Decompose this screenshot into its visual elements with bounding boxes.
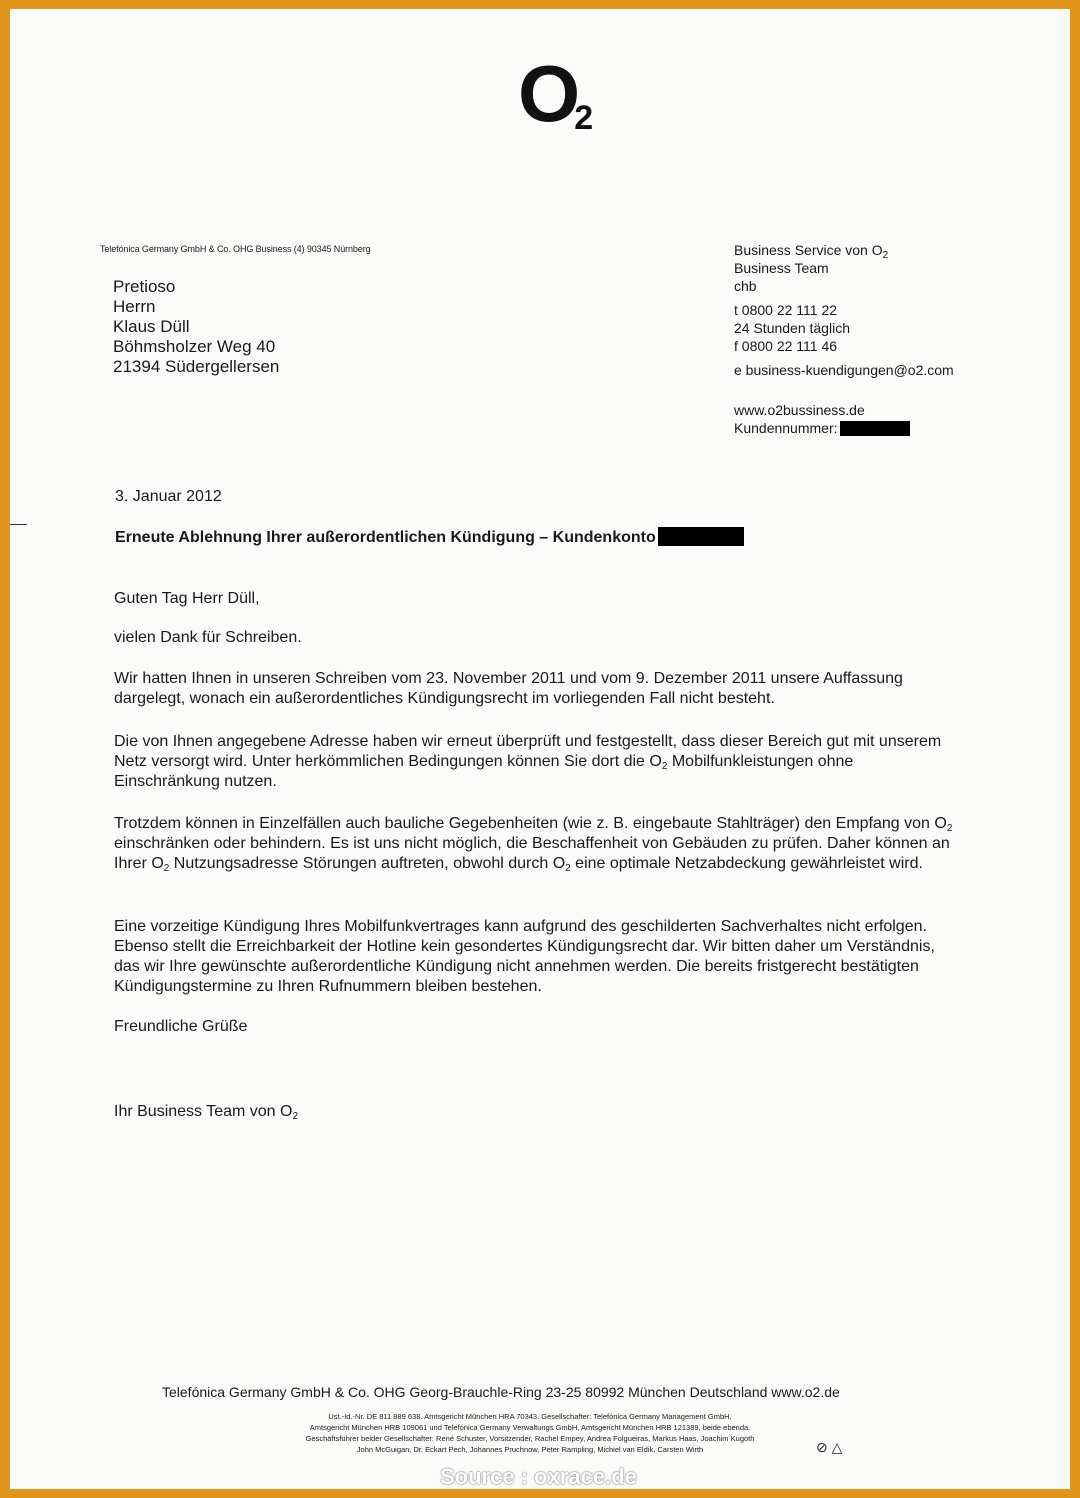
recipient-line: Pretioso — [113, 277, 176, 296]
paragraph-4: Eine vorzeitige Kündigung Ihres Mobilfunkvertrages kann aufgrund des geschilderten Sachverhaltes nicht erfolgen. Ebenso stellt die Erreichbarkeit der Hotline kein gesondertes Kündigungsrecht dar. Wir bitten daher um Verständnis, das wir Ihre gewünschte außerordentliche Kündigung nicht annehmen werden. Die bereits fristgerecht bestätigten Kündigungstermine zu Ihren Rufnummern bleiben bestehen. — [114, 918, 935, 995]
closing: Freundliche Grüße — [114, 1018, 248, 1035]
fold-mark — [10, 524, 27, 525]
paragraph-2: Die von Ihnen angegebene Adresse haben wir erneut überprüft und festgestellt, dass dieser Bereich gut mit unserem Netz versorgt wird. Unter herkömmlichen Bedingungen können Sie dort die $O_2$ Mobilfunkleistungen ohne Einschränkung nutzen. — [114, 733, 942, 790]
contact-web: www.o2bussiness.de — [734, 402, 865, 418]
letter-subject: Erneute Ablehnung Ihrer außerordentlichen Kündigung – Kundenkonto — [115, 527, 744, 547]
contact-phone: t 0800 22 111 22 — [734, 302, 838, 318]
letter-date: 3. Januar 2012 — [115, 488, 222, 505]
recipient-line: Böhmsholzer Weg 40 — [113, 337, 276, 356]
redaction-bar — [658, 527, 744, 546]
contact-fax: f 0800 22 111 46 — [734, 338, 838, 354]
o2-logo: O2 — [518, 49, 594, 138]
contact-service: Business Service von $O_2$ — [734, 242, 889, 261]
paragraph-3: Trotzdem können in Einzelfällen auch bauliche Gegebenheiten (wie z. B. eingebaute Stahlträger) den Empfang von $O_2$ einschränken oder behindern. Es ist uns nicht möglich, die Beschaffenheit von Gebäuden zu prüfen. Daher können an Ihrer $O_2$ Nutzungsadresse Störungen auftreten, obwohl durch $O_2$ eine optimale Netzabdeckung gewährleistet wird. — [114, 815, 953, 874]
recipient-line: 21394 Südergellersen — [113, 357, 280, 376]
contact-block — [734, 241, 954, 437]
thanks-line: vielen Dank für Schreiben. — [114, 629, 302, 646]
letter-page — [10, 9, 1070, 1489]
contact-hours: 24 Stunden täglich — [734, 320, 850, 336]
redaction-bar — [840, 421, 910, 436]
signature: Ihr Business Team von $O_2$ — [114, 1103, 299, 1122]
footer-address: Telefónica Germany GmbH & Co. OHG Georg-Brauchle-Ring 23-25 80992 München Deutschland www.o2.de — [162, 1384, 840, 1400]
contact-customer-number: Kundennummer: — [734, 419, 954, 437]
recycle-icon: ⊘ △ — [816, 1439, 843, 1455]
source-watermark: Source : oxrace.de — [440, 1464, 637, 1489]
recipient-line: Herrn — [113, 297, 156, 316]
salutation: Guten Tag Herr Düll, — [114, 590, 260, 607]
sender-line: Telefónica Germany GmbH & Co. OHG Business (4) 90345 Nürnberg — [100, 244, 371, 254]
contact-code: chb — [734, 278, 757, 294]
recipient-line: Klaus Düll — [113, 317, 190, 336]
recipient-address — [113, 277, 279, 377]
contact-team: Business Team — [734, 260, 829, 276]
footer-legal: Ust.-Id.-Nr. DE 811 889 638. Amtsgericht München HRA 70343. Gesellschafter: Telefónica Germany Management GmbH, Amtsgericht München HRB 109061 und Telefónica Germany Verwaltungs GmbH, Amtsgericht München HRB 121389, beide ebenda. Geschäftsführer beider Gesellschafter: René Schuster, Vorsitzender, Rachel Empey, Andrea Folgueiras, Markus Haas, Joachim Kugoth John McGuigan, Dr. Eckart Pech, Johannes Pruchnow, Peter Rampling, Michiel van Eldik, Carsten Wirth — [305, 1412, 755, 1454]
paragraph-1: Wir hatten Ihnen in unseren Schreiben vom 23. November 2011 und vom 9. Dezember 2011 unsere Auffassung dargelegt, wonach ein außerordentliches Kündigungsrecht im vorliegenden Fall nicht besteht. — [114, 670, 903, 707]
contact-email: e business-kuendigungen@o2.com — [734, 362, 954, 378]
